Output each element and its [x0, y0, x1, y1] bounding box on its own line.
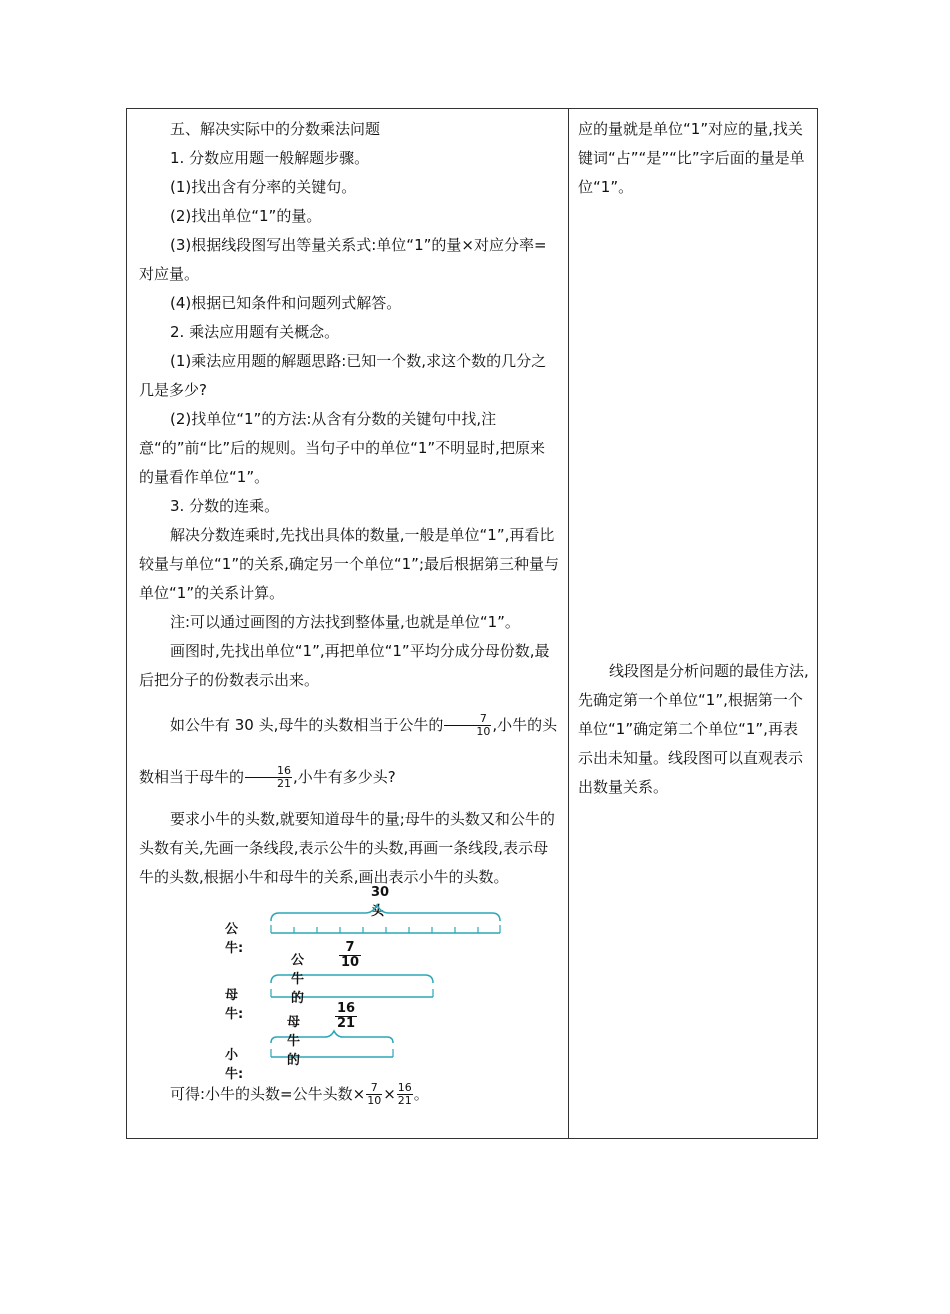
result-fraction-16-21: $\frac{16}{21}$ [397, 1081, 412, 1107]
fraction-16-21: $\frac{16}{21}$ [245, 765, 292, 790]
concept-section-title: 2. 乘法应用题有关概念。 [170, 323, 340, 341]
column-divider [568, 109, 569, 1138]
diagram-graphic [207, 881, 507, 1071]
content-table [126, 108, 818, 1139]
concept-2: (2)找单位“1”的方法:从含有分数的关键句中找,注意“的”前“比”后的规则。当句子中的单位“1”不明显时,把原来的量看作单位“1”。 [139, 410, 545, 486]
concept-1: (1)乘法应用题的解题思路:已知一个数,求这个数的几分之几是多少? [139, 352, 547, 399]
multiply-section-title: 3. 分数的连乘。 [170, 497, 280, 515]
calf-label: 小牛: [225, 1048, 244, 1082]
cow-fraction-label: 母牛的 [287, 1015, 301, 1068]
analysis-paragraph: 要求小牛的头数,就要知道母牛的量;母牛的头数又和公牛的头数有关,先画一条线段,表示公牛的头数,再画一条线段,表示母牛的头数,根据小牛和母牛的关系,画出表示小牛的头数。 [139, 810, 555, 886]
side-note-1: 应的量就是单位“1”对应的量,找关键词“占”“是”“比”字后面的量是单位“1”。 [578, 120, 805, 196]
total-label: 30头 [371, 885, 390, 919]
step-4: (4)根据已知条件和问题列式解答。 [170, 294, 402, 312]
result-text-a: 可得:小牛的头数=公牛头数× [170, 1085, 366, 1103]
result-text-c: 。 [413, 1085, 429, 1103]
note: 注:可以通过画图的方法找到整体量,也就是单位“1”。 [170, 613, 520, 631]
result-fraction-7-10: $\frac{7}{10}$ [367, 1081, 382, 1107]
result-formula [170, 1079, 429, 1109]
example-text-c: ,小牛有多少头? [293, 768, 396, 786]
bull-brace [271, 905, 500, 921]
fraction-7-10: $\frac{7}{10}$ [444, 713, 491, 738]
step-section-title: 1. 分数应用题一般解题步骤。 [170, 149, 370, 167]
main-column [139, 115, 559, 892]
cow-fraction: 16 21 [337, 1001, 356, 1031]
bull-fraction: 7 10 [341, 940, 360, 970]
drawing-paragraph: 画图时,先找出单位“1”,再把单位“1”平均分成分母份数,最后把分子的份数表示出来。 [139, 642, 550, 689]
multiply-paragraph: 解决分数连乘时,先找出具体的数量,一般是单位“1”,再看比较量与单位“1”的关系,确定另一个单位“1”;最后根据第三种量与单位“1”的关系计算。 [139, 526, 559, 602]
bull-ticks [271, 925, 500, 933]
result-text-b: × [383, 1085, 396, 1103]
example-problem [139, 699, 559, 803]
step-2: (2)找出单位“1”的量。 [170, 207, 322, 225]
section-heading: 五、解决实际中的分数乘法问题 [170, 120, 381, 138]
bull-fraction-label: 公牛的 [291, 953, 305, 1006]
cow-label: 母牛: [225, 988, 244, 1022]
side-note-2: 线段图是分析问题的最佳方法,先确定第一个单位“1”,根据第一个单位“1”确定第二个单位“1”,再表示出未知量。线段图可以直观表示出数量关系。 [578, 662, 809, 796]
example-text-a: 如公牛有 30 头,母牛的头数相当于公牛的 [170, 716, 444, 734]
step-3: (3)根据线段图写出等量关系式:单位“1”的量×对应分率=对应量。 [139, 236, 547, 283]
bull-label: 公牛: [225, 922, 244, 956]
step-1: (1)找出含有分率的关键句。 [170, 178, 357, 196]
example-text-b: ,小牛的头数相当于母牛的 [139, 716, 558, 786]
